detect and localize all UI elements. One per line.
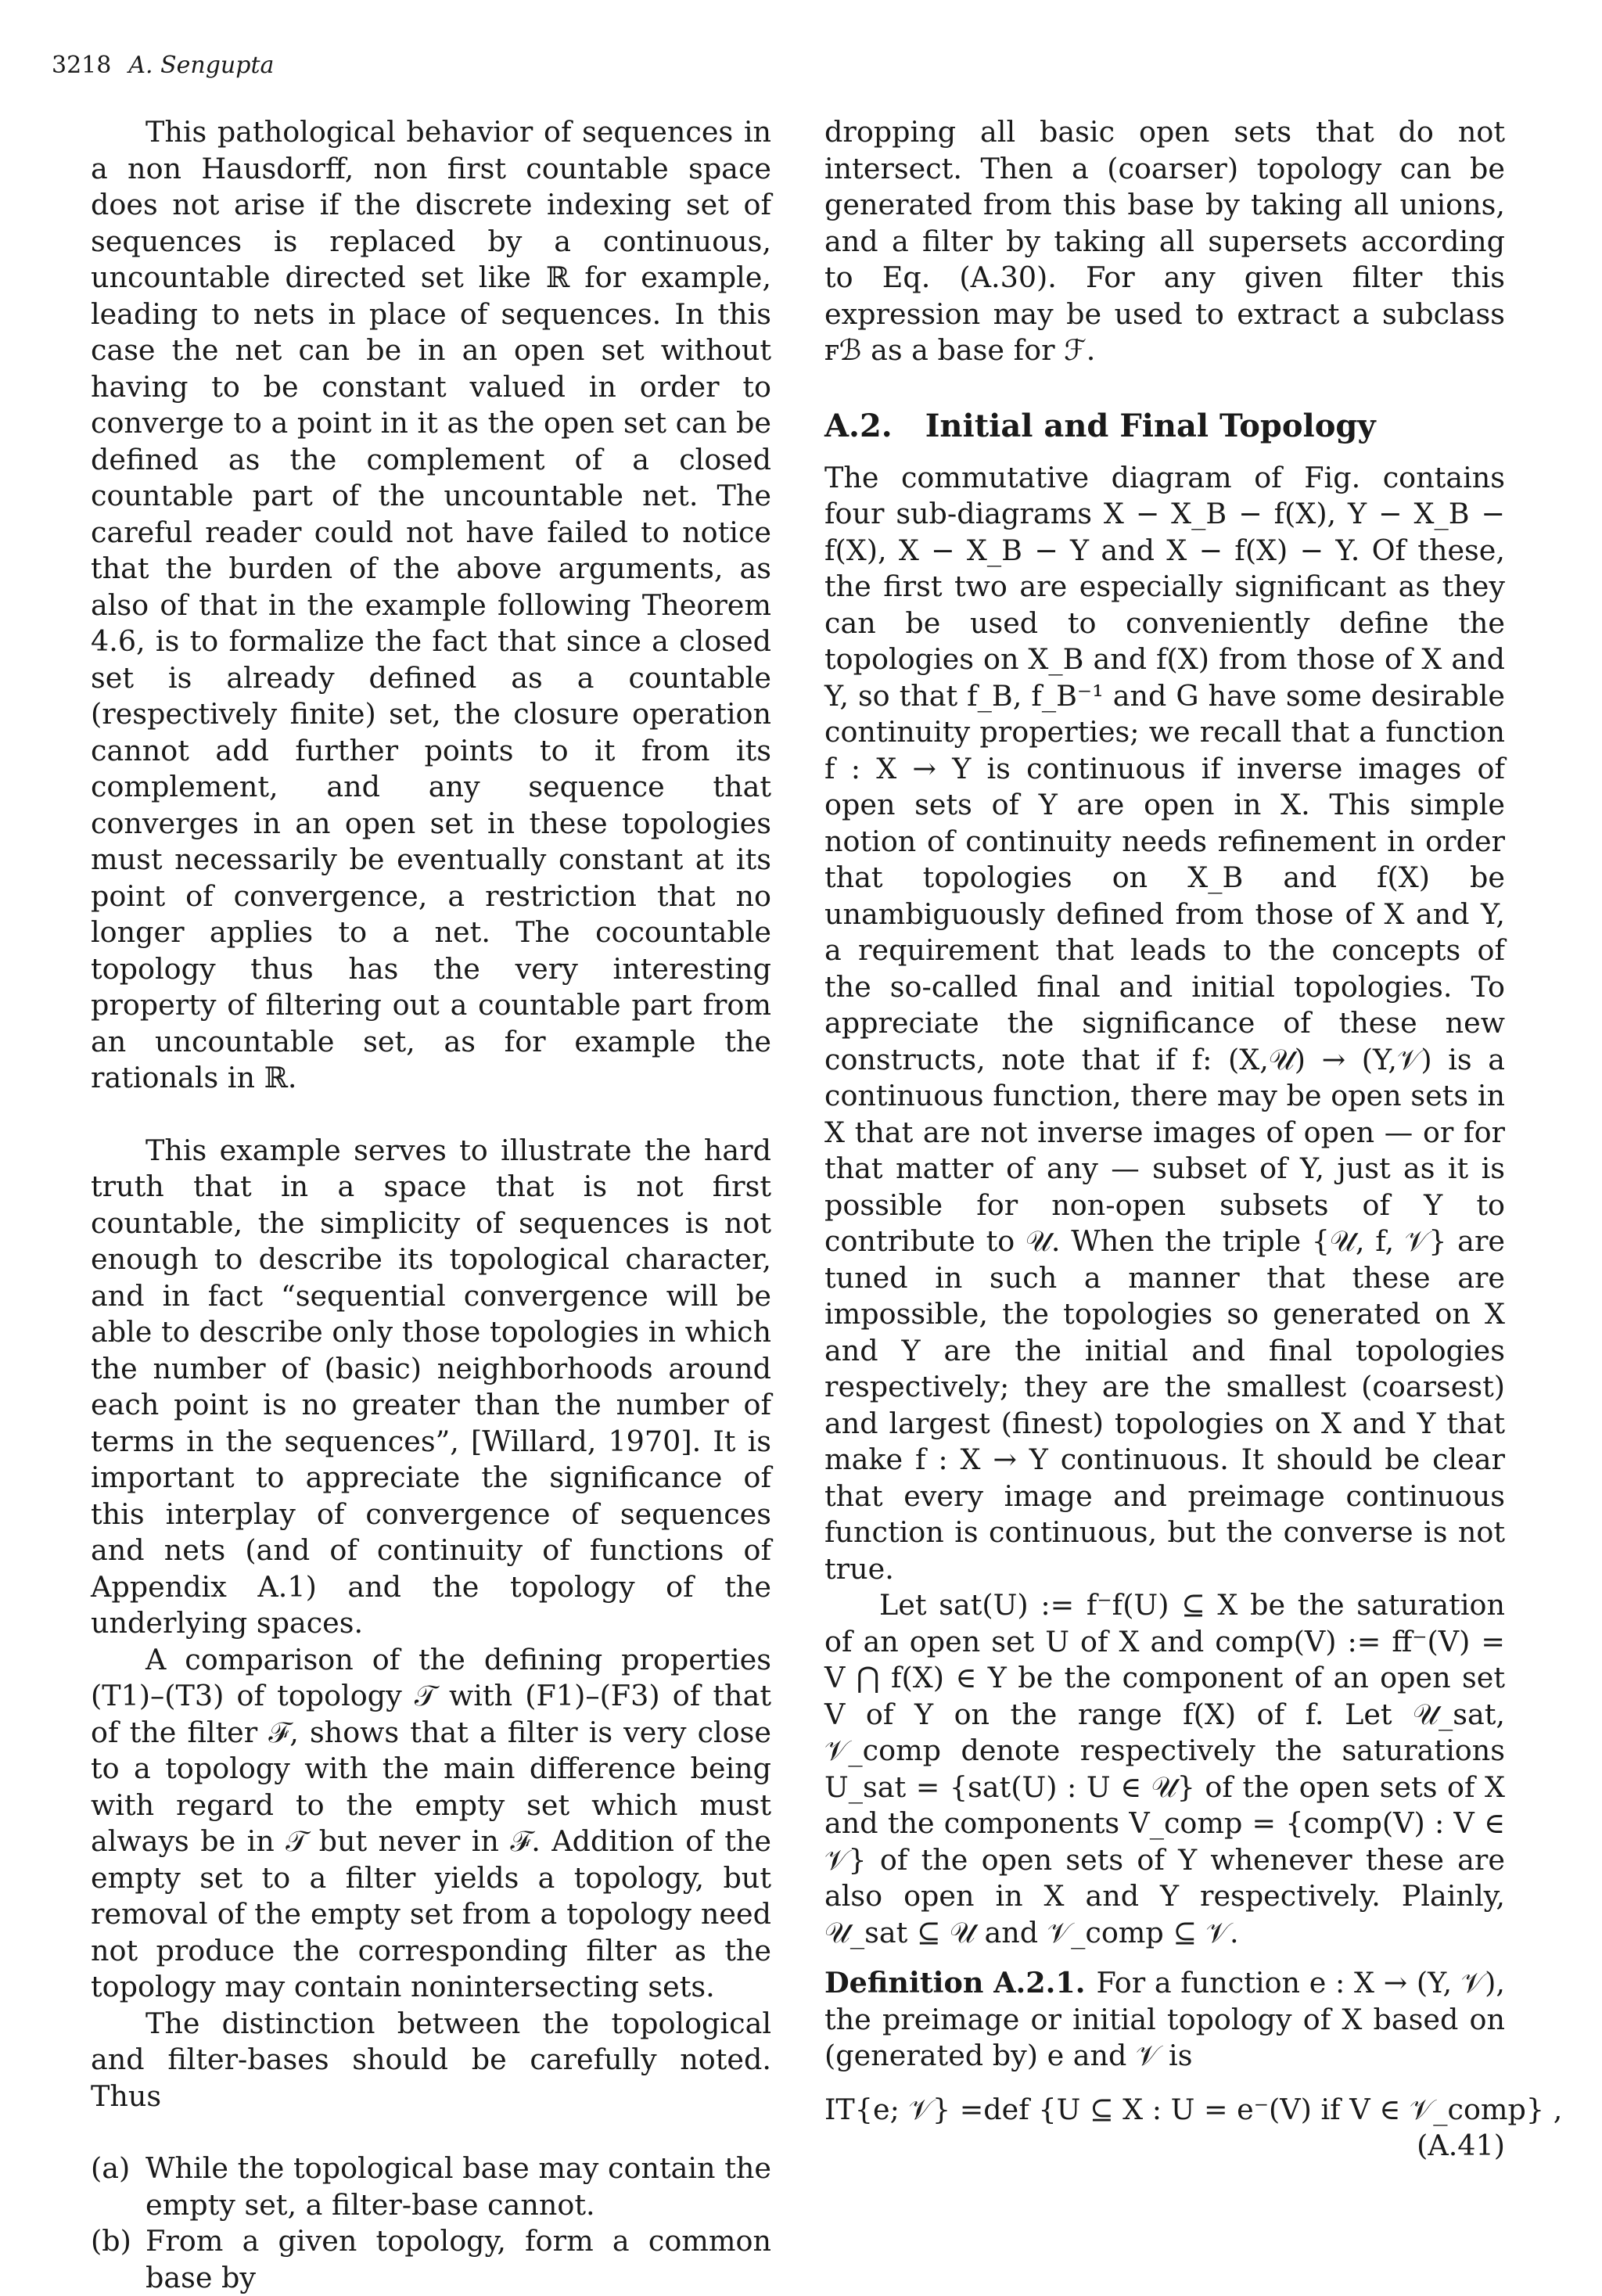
running-author: A. Sengupta bbox=[128, 52, 275, 79]
list-item bbox=[91, 2223, 771, 2296]
paragraph-net-behavior: This pathological behavior of sequences in a non Hausdorff, non first countable space does not arise if the discrete indexing set of sequences is replaced by a continuous, uncountable directed set like ℝ for example, leading to nets in place of sequences. In this case the net can be in an open set without having to be constant valued in order to converge to a point in it as the open set can be defined as the complement of a closed countable part of the uncountable net. The careful reader could not have failed to notice that the burden of the above arguments, as also of that in the example following Theorem 4.6, is to formalize the fact that since a closed set is already defined as a countable (respectively finite) set, the closure operation cannot add further points to it from its complement, and any sequence that converges in an open set in these topologies must necessarily be eventually constant at its point of convergence, a restriction that no longer applies to a net. The cocountable topology thus has the very interesting property of filtering out a countable part from an uncountable set, as for example the rationals in ℝ. bbox=[91, 115, 771, 1094]
paragraph-hard-truth: This example serves to illustrate the hard truth that in a space that is not first countable, the simplicity of sequences is not enough to describe its topological character, and in fact “sequential convergence will be able to describe only those topologies in which the number of (basic) neighborhoods around each point is no greater than the number of terms in the sequences”, [Willard, 1970]. It is important to appreciate the significance of this interplay of convergence of sequences and nets (and of continuity of functions of Appendix A.1) and the topology of the underlying spaces. bbox=[91, 1133, 771, 1640]
list-item bbox=[91, 2150, 771, 2223]
definition-text: For a function e : X → (Y, 𝒱), the preimage or initial topology of X based on (generated by) e and 𝒱 is bbox=[824, 1966, 1505, 2072]
right-column bbox=[824, 114, 1563, 2165]
paragraph-saturation: Let sat(U) := f⁻f(U) ⊆ X be the saturation of an open set U of X and comp(V) := ff⁻(V) = V ⋂ f(X) ∈ Y be the component of an open set V of Y on the range f(X) of f. Let 𝒰_sat, 𝒱_comp denote respectively the saturations U_sat = {sat(U) : U ∈ 𝒰} of the open sets of X and the components V_comp = {comp(V) : V ∈ 𝒱} of the open sets of Y whenever these are also open in X and Y respectively. Plainly, 𝒰_sat ⊆ 𝒰 and 𝒱_comp ⊆ 𝒱. bbox=[824, 1588, 1505, 1949]
paragraph-commutative-diagram: The commutative diagram of Fig. contains four sub-diagrams X − X_B − f(X), Y − X_B − f(X), X − X_B − Y and X − f(X) − Y. Of these, the first two are especially significant as they can be used to conveniently define the topologies on X_B and f(X) from those of X and Y, so that f_B, f_B⁻¹ and G have some desirable continuity properties; we recall that a function f : X → Y is continuous if inverse images of open sets of Y are open in X. This simple notion of continuity needs refinement in order that topologies on X_B and f(X) be unambiguously defined from those of X and Y, a requirement that leads to the concepts of the so-called final and initial topologies. To appreciate the significance of these new constructs, note that if f: (X,𝒰) → (Y,𝒱) is a continuous function, there may be open sets in X that are not inverse images of open — or for that matter of any — subset of Y, just as it is possible for non-open subsets of Y to contribute to 𝒰. When the triple {𝒰, f, 𝒱} are tuned in such a manner that these are impossible, the topologies so generated on X and Y are the initial and final topologies respectively; they are the smallest (coarsest) and largest (finest) topologies on X and Y that make f : X → Y continuous. It should be clear that every image and preimage continuous function is continuous, but the converse is not true. bbox=[824, 460, 1505, 1586]
distinction-list bbox=[91, 2150, 771, 2296]
section-number: A.2. bbox=[824, 407, 893, 444]
paragraph-coarser-topology: dropping all basic open sets that do not intersect. Then a (coarser) topology can be generated from this base by taking all unions, and a filter by taking all supersets according to Eq. (A.30). For any given filter this expression may be used to extract a subclass ꜰℬ as a base for ℱ. bbox=[824, 115, 1505, 367]
paragraph-base-distinction: The distinction between the topological and filter-bases should be carefully noted. Thus bbox=[91, 2006, 771, 2113]
formula-initial-topology: IT{e; 𝒱} =def {U ⊆ X : U = e⁻(V) if V ∈ 𝒱_comp} , bbox=[824, 2092, 1563, 2126]
list-marker: (a) bbox=[91, 2151, 131, 2185]
paragraph-filter-comparison: A comparison of the defining properties (T1)–(T3) of topology 𝒯 with (F1)–(F3) of that of the filter ℱ, shows that a filter is very close to a topology with the main difference being with regard to the empty set which must always be in 𝒯 but never in ℱ. Addition of the empty set to a filter yields a topology, but removal of the empty set from a topology need not produce the corresponding filter as the topology may contain nonintersecting sets. bbox=[91, 1642, 771, 2003]
page-number: 3218 bbox=[52, 52, 112, 79]
definition-block bbox=[824, 1965, 1505, 2075]
definition-label: Definition A.2.1. bbox=[824, 1966, 1086, 2000]
equation-number: (A.41) bbox=[1417, 2129, 1505, 2162]
section-heading bbox=[824, 407, 1505, 446]
left-column bbox=[91, 114, 771, 2296]
list-item-text: From a given topology, form a common base by bbox=[145, 2224, 771, 2294]
running-header bbox=[52, 50, 274, 81]
list-marker: (b) bbox=[91, 2224, 131, 2258]
list-item-text: While the topological base may contain the empty set, a filter-base cannot. bbox=[145, 2151, 771, 2222]
section-title: Initial and Final Topology bbox=[925, 407, 1376, 444]
